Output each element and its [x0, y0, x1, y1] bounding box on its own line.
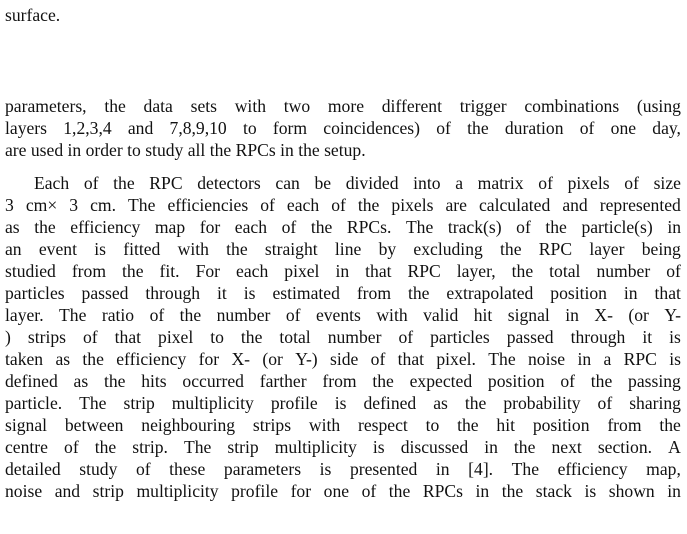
paragraph-2-line: [5, 304, 681, 326]
word: stack: [535, 481, 572, 501]
word: each: [286, 195, 320, 215]
word: of: [149, 305, 165, 325]
word: the: [464, 393, 487, 413]
word: can: [275, 173, 300, 193]
paragraph-1-line: are used in order to study all the RPCs in the setup.: [5, 140, 366, 160]
word: a: [603, 349, 612, 369]
word: more: [327, 96, 365, 116]
word: 1,2,3,4: [63, 118, 112, 138]
word: of: [83, 327, 98, 347]
word: number: [327, 327, 382, 347]
word: The: [511, 459, 540, 479]
word: to: [242, 118, 257, 138]
word: study: [79, 459, 118, 479]
word: fit.: [159, 261, 180, 281]
word: number: [596, 261, 651, 281]
word: of: [370, 349, 386, 369]
word: the: [372, 371, 394, 391]
word: from: [356, 283, 392, 303]
paragraph-1-line: [5, 95, 681, 117]
word: the: [357, 195, 380, 215]
word: of: [135, 459, 151, 479]
word: of: [281, 217, 297, 237]
word: and: [562, 195, 588, 215]
word: centre: [5, 437, 48, 457]
paragraph-2-line: [5, 282, 681, 304]
word: a: [455, 173, 464, 193]
word: two: [283, 96, 311, 116]
word: the: [94, 437, 117, 457]
word: Y-): [295, 349, 318, 369]
word: in: [335, 261, 350, 281]
word: hit: [473, 305, 493, 325]
word: cm.: [90, 195, 117, 215]
word: strip.: [132, 437, 168, 457]
word: is: [669, 349, 681, 369]
word: of: [597, 393, 613, 413]
word: be: [314, 173, 332, 193]
word: 7,8,9,10: [169, 118, 227, 138]
word: of: [83, 173, 99, 193]
word: (or: [262, 349, 283, 369]
word: layers: [5, 118, 48, 138]
word: the: [513, 437, 536, 457]
word: position: [550, 283, 607, 303]
word: data: [143, 96, 173, 116]
word: layer.: [5, 305, 44, 325]
word: of: [666, 261, 681, 281]
word: the: [457, 415, 479, 435]
word: parameters: [223, 459, 302, 479]
word: excluding: [413, 239, 483, 259]
word: the: [179, 305, 202, 325]
word: in: [484, 437, 498, 457]
word: is: [669, 327, 681, 347]
word: in: [435, 459, 450, 479]
word: RPC: [407, 261, 441, 281]
word: size: [653, 173, 681, 193]
word: layer: [589, 239, 625, 259]
paragraph-2-line: [5, 458, 681, 480]
paragraph-2-line: [5, 326, 681, 348]
word: multiplicity: [136, 481, 219, 501]
word: matrix: [477, 173, 524, 193]
word: of: [624, 173, 639, 193]
word: valid: [423, 305, 459, 325]
word: pixel.: [436, 349, 476, 369]
word: is: [584, 481, 597, 501]
word: map: [154, 217, 186, 237]
word: and: [127, 118, 154, 138]
word: of: [260, 195, 275, 215]
word: in: [475, 481, 490, 501]
word: in: [565, 305, 579, 325]
word: X-: [231, 349, 251, 369]
word: layer,: [456, 261, 496, 281]
word: estimated: [272, 283, 340, 303]
word: pixel: [284, 261, 320, 281]
word: from: [322, 371, 357, 391]
word: 3: [5, 195, 14, 215]
word: RPCs: [422, 481, 463, 501]
paragraph-2-line: [5, 348, 681, 370]
word: with: [308, 415, 341, 435]
word: (or: [628, 305, 649, 325]
word: of: [64, 437, 79, 457]
word: to: [425, 415, 440, 435]
word: of: [331, 195, 346, 215]
word: strips: [27, 327, 66, 347]
word: X-: [594, 305, 613, 325]
word: each: [236, 261, 269, 281]
word: occurred: [182, 371, 244, 391]
word: different: [381, 96, 442, 116]
word: section.: [597, 437, 653, 457]
word: For: [195, 261, 221, 281]
word: [4].: [468, 459, 494, 479]
word: line: [334, 239, 362, 259]
word: in: [667, 481, 681, 501]
word: to: [210, 327, 224, 347]
word: that: [114, 327, 142, 347]
word: of: [579, 118, 595, 138]
word: efficiency: [557, 459, 628, 479]
word: particle.: [5, 393, 63, 413]
word: RPCs.: [346, 217, 392, 237]
word: with: [177, 239, 209, 259]
word: in: [577, 349, 592, 369]
word: sets: [190, 96, 217, 116]
word: extrapolated: [446, 283, 534, 303]
word: 3: [69, 195, 79, 215]
word: total: [279, 327, 311, 347]
word: the: [104, 96, 126, 116]
paragraph-2-line: [5, 238, 681, 260]
word: represented: [599, 195, 681, 215]
word: and: [54, 481, 81, 501]
paragraph-2-line: [5, 260, 681, 282]
word: ratio: [101, 305, 135, 325]
word: efficiency: [70, 217, 141, 237]
word: total: [549, 261, 581, 281]
word: trigger: [459, 96, 507, 116]
paragraph-2-line: [5, 172, 681, 194]
word: through: [570, 327, 626, 347]
word: is: [372, 437, 385, 457]
word: the: [467, 118, 489, 138]
word: detailed: [5, 459, 61, 479]
word: that: [365, 261, 392, 281]
word: RPC: [538, 239, 573, 259]
word: the: [545, 217, 567, 237]
word: ): [5, 327, 11, 347]
word: taken: [5, 349, 44, 369]
paragraph-2-line: [5, 480, 681, 502]
word: The: [128, 195, 156, 215]
word: sharing: [629, 393, 681, 413]
word: events: [315, 305, 361, 325]
word: strip: [123, 393, 155, 413]
word: of: [361, 481, 377, 501]
word: The: [488, 349, 516, 369]
word: by: [378, 239, 397, 259]
word: profile: [231, 481, 279, 501]
word: the: [34, 217, 56, 237]
word: is: [334, 393, 347, 413]
word: The: [184, 437, 212, 457]
word: the: [407, 283, 430, 303]
paragraph-2-line: [5, 194, 681, 216]
word: The: [405, 217, 434, 237]
word: side: [330, 349, 359, 369]
word: strip: [227, 437, 259, 457]
word: map,: [646, 459, 681, 479]
word: between: [64, 415, 124, 435]
word: hit: [496, 415, 515, 435]
word: for: [199, 217, 221, 237]
word: multiplicity: [274, 437, 357, 457]
word: of: [398, 327, 414, 347]
word: defined: [363, 393, 417, 413]
word: with: [376, 305, 408, 325]
word: in: [667, 217, 681, 237]
paragraph-2-line: [5, 436, 681, 458]
word: the: [226, 239, 248, 259]
word: track(s): [447, 217, 502, 237]
word: into: [413, 173, 441, 193]
word: detectors: [197, 173, 261, 193]
word: is: [243, 283, 256, 303]
word: cm×: [25, 195, 58, 215]
word: presented: [349, 459, 418, 479]
word: one: [610, 118, 637, 138]
word: the: [659, 415, 681, 435]
word: as: [73, 371, 89, 391]
word: the: [501, 481, 524, 501]
word: duration: [504, 118, 564, 138]
word: particles: [430, 327, 490, 347]
word: discussed: [400, 437, 469, 457]
word: pixels: [567, 173, 610, 193]
word: with: [234, 96, 266, 116]
word: noise: [527, 349, 566, 369]
word: event: [38, 239, 77, 259]
word: as: [5, 217, 20, 237]
word: expected: [409, 371, 473, 391]
word: next: [551, 437, 582, 457]
word: of: [285, 305, 301, 325]
word: efficiencies: [167, 195, 249, 215]
word: the: [82, 349, 104, 369]
word: is: [94, 239, 106, 259]
word: respect: [357, 415, 408, 435]
word: hits: [141, 371, 167, 391]
word: it: [642, 327, 653, 347]
word: parameters,: [5, 96, 87, 116]
word: defined: [5, 371, 58, 391]
word: each: [234, 217, 268, 237]
word: pixel: [158, 327, 194, 347]
word: are: [445, 195, 467, 215]
word: farther: [259, 371, 307, 391]
word: an: [5, 239, 22, 259]
word: the: [511, 261, 534, 281]
word: neighbouring: [141, 415, 236, 435]
word: that: [397, 349, 425, 369]
word: passing: [628, 371, 681, 391]
word: of: [516, 217, 531, 237]
paragraph-2-line: [5, 370, 681, 392]
word: fitted: [123, 239, 161, 259]
word: these: [169, 459, 206, 479]
word: from: [607, 415, 642, 435]
paragraph-2-line: [5, 392, 681, 414]
word: as: [433, 393, 448, 413]
word: A: [668, 437, 681, 457]
word: multiplicity: [171, 393, 254, 413]
word: divided: [345, 173, 399, 193]
word: day,: [652, 118, 681, 138]
word: position: [532, 415, 590, 435]
word: position: [487, 371, 545, 391]
word: the: [590, 371, 613, 391]
word: one: [323, 481, 350, 501]
word: passed: [506, 327, 554, 347]
paragraph-1-line: [5, 117, 681, 139]
word: coincidences): [323, 118, 421, 138]
word: of: [560, 371, 576, 391]
word: strip: [92, 481, 124, 501]
word: the: [122, 261, 144, 281]
word: pixels: [391, 195, 434, 215]
word: shown: [608, 481, 655, 501]
word: studied: [5, 261, 56, 281]
word: (using: [636, 96, 681, 116]
paragraph-2-line: [5, 414, 681, 436]
word: is: [319, 459, 332, 479]
text-fragment-top: surface.: [5, 5, 61, 25]
word: noise: [5, 481, 43, 501]
word: the: [388, 481, 411, 501]
word: strips: [252, 415, 292, 435]
word: the: [310, 217, 333, 237]
word: The: [59, 305, 87, 325]
word: from: [71, 261, 107, 281]
word: number: [216, 305, 271, 325]
word: in: [623, 283, 638, 303]
word: the: [113, 173, 135, 193]
word: efficiency: [116, 349, 187, 369]
word: signal: [5, 415, 48, 435]
word: particles: [5, 283, 65, 303]
word: as: [55, 349, 71, 369]
word: the: [500, 239, 522, 259]
word: calculated: [478, 195, 551, 215]
word: for: [290, 481, 312, 501]
word: combinations: [524, 96, 620, 116]
paragraph-2-line: [5, 216, 681, 238]
word: through: [145, 283, 201, 303]
word: particle(s): [581, 217, 653, 237]
word: RPC: [623, 349, 657, 369]
word: RPC: [149, 173, 183, 193]
word: being: [641, 239, 681, 259]
word: the: [103, 371, 126, 391]
word: of: [538, 173, 553, 193]
word: for: [198, 349, 220, 369]
word: Y-: [664, 305, 681, 325]
word: profile: [270, 393, 318, 413]
word: The: [79, 393, 107, 413]
word: form: [272, 118, 308, 138]
word: signal: [507, 305, 550, 325]
word: probability: [503, 393, 581, 413]
word: that: [654, 283, 681, 303]
word: passed: [81, 283, 129, 303]
word: it: [217, 283, 227, 303]
word: Each: [34, 173, 70, 193]
word: the: [240, 327, 263, 347]
word: straight: [264, 239, 318, 259]
word: of: [436, 118, 451, 138]
